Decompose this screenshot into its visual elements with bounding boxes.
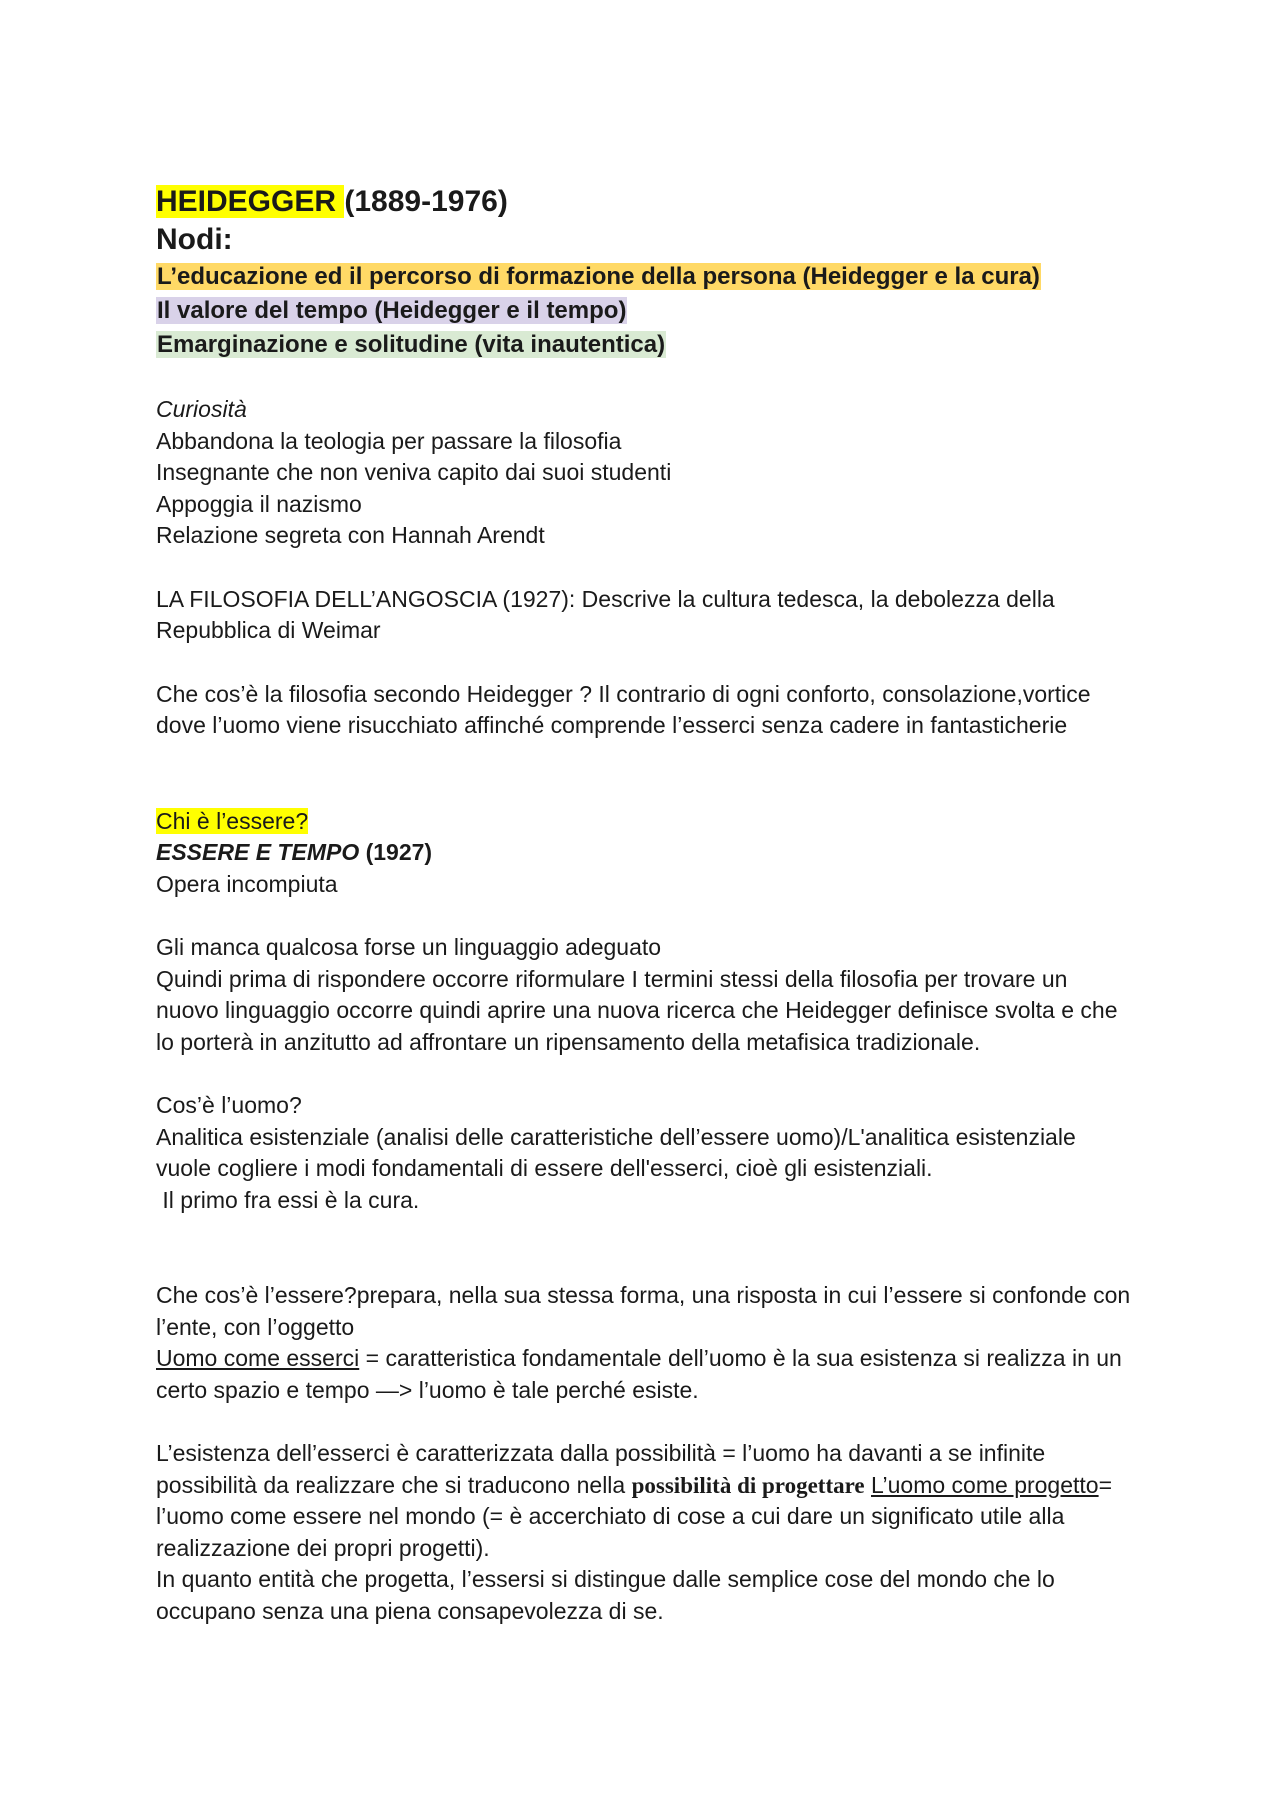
work-note: Opera incompiuta [156,870,338,897]
work-title: ESSERE E TEMPO [156,839,360,865]
curiosita-item: Insegnante che non veniva capito dai suoi studenti [156,459,672,485]
essere2-paragraph: Che cos’è l’essere?prepara, nella sua stessa forma, una risposta in cui l’essere si confonde con l’ente, con l’oggetto [156,1282,1131,1340]
title-dates: (1889-1976) [344,185,508,218]
curiosita-item: Appoggia il nazismo [156,490,362,517]
progetto-last: In quanto entità che progetta, l’essersi si distingue dalle semplice cose del mondo che lo occupano senza una piena consapevolezza di se. [156,1566,1055,1624]
node-educazione: L’educazione ed il percorso di formazione della persona (Heidegger e la cura) [157,263,1040,290]
linguaggio-line: Gli manca qualcosa forse un linguaggio adeguato [156,934,662,960]
linguaggio-paragraph: Quindi prima di rispondere occorre riformulare I termini stessi della filosofia per trovare un nuovo linguaggio occorre quindi aprire una nuova ricerca che Heidegger definisce svolta e che lo porterà in anzitutto ad affrontare un ripensamento della metafisica tradizionale. [156,965,1118,1055]
progetto-bold: possibilità di progettare [631,1472,865,1498]
title-name: HEIDEGGER [156,185,345,218]
uomo-primo: Il primo fra essi è la cura. [156,1186,420,1213]
nodi-heading: Nodi: [156,223,233,256]
work-title-line [156,837,1136,869]
work-year: (1927) [359,839,433,865]
progetto-paragraph: L’esistenza dell’esserci è caratterizzata dalla possibilità = l’uomo ha davanti a se infinite possibilità da realizzare che si traducono nella possibilità di progettare L’uomo come progetto= l’uomo come essere nel mondo (= è accerchiato di cose a cui dare un significato utile alla realizzazione dei propri progetti). [156,1440,1113,1561]
node-tempo: Il valore del tempo (Heidegger e il tempo) [157,297,627,324]
progetto-underline: L’uomo come progetto [871,1471,1099,1498]
esserci-label: Uomo come esserci [156,1345,360,1371]
esserci-text: = caratteristica fondamentale dell’uomo è la sua esistenza si realizza in un certo spazio e tempo —> l’uomo è tale perché esiste. [156,1345,1122,1403]
uomo-paragraph: Analitica esistenziale (analisi delle caratteristiche dell’essere uomo)/L'analitica esistenziale vuole cogliere i modi fondamentali di essere dell'esserci, cioè gli esistenziali. [156,1123,1076,1181]
document-title [156,184,1136,220]
curiosita-heading: Curiosità [156,396,247,422]
angoscia-paragraph: LA FILOSOFIA DELL’ANGOSCIA (1927): Descrive la cultura tedesca, la debolezza della Repubblica di Weimar [156,585,1055,643]
document-page [156,184,1136,1627]
node-emarginazione: Emarginazione e solitudine (vita inautentica) [157,331,666,358]
esserci-paragraph [156,1343,1136,1406]
curiosita-item: Abbandona la teologia per passare la filosofia [156,427,622,454]
essere-question: Chi è l’essere? [156,807,309,834]
uomo-question: Cos’è l’uomo? [156,1092,302,1118]
filosofia-paragraph: Che cos’è la filosofia secondo Heidegger ? Il contrario di ogni conforto, consolazione,vortice dove l’uomo viene risucchiato affinché comprende l’esserci senza cadere in fantasticherie [156,680,1091,738]
curiosita-item: Relazione segreta con Hannah Arendt [156,522,545,548]
